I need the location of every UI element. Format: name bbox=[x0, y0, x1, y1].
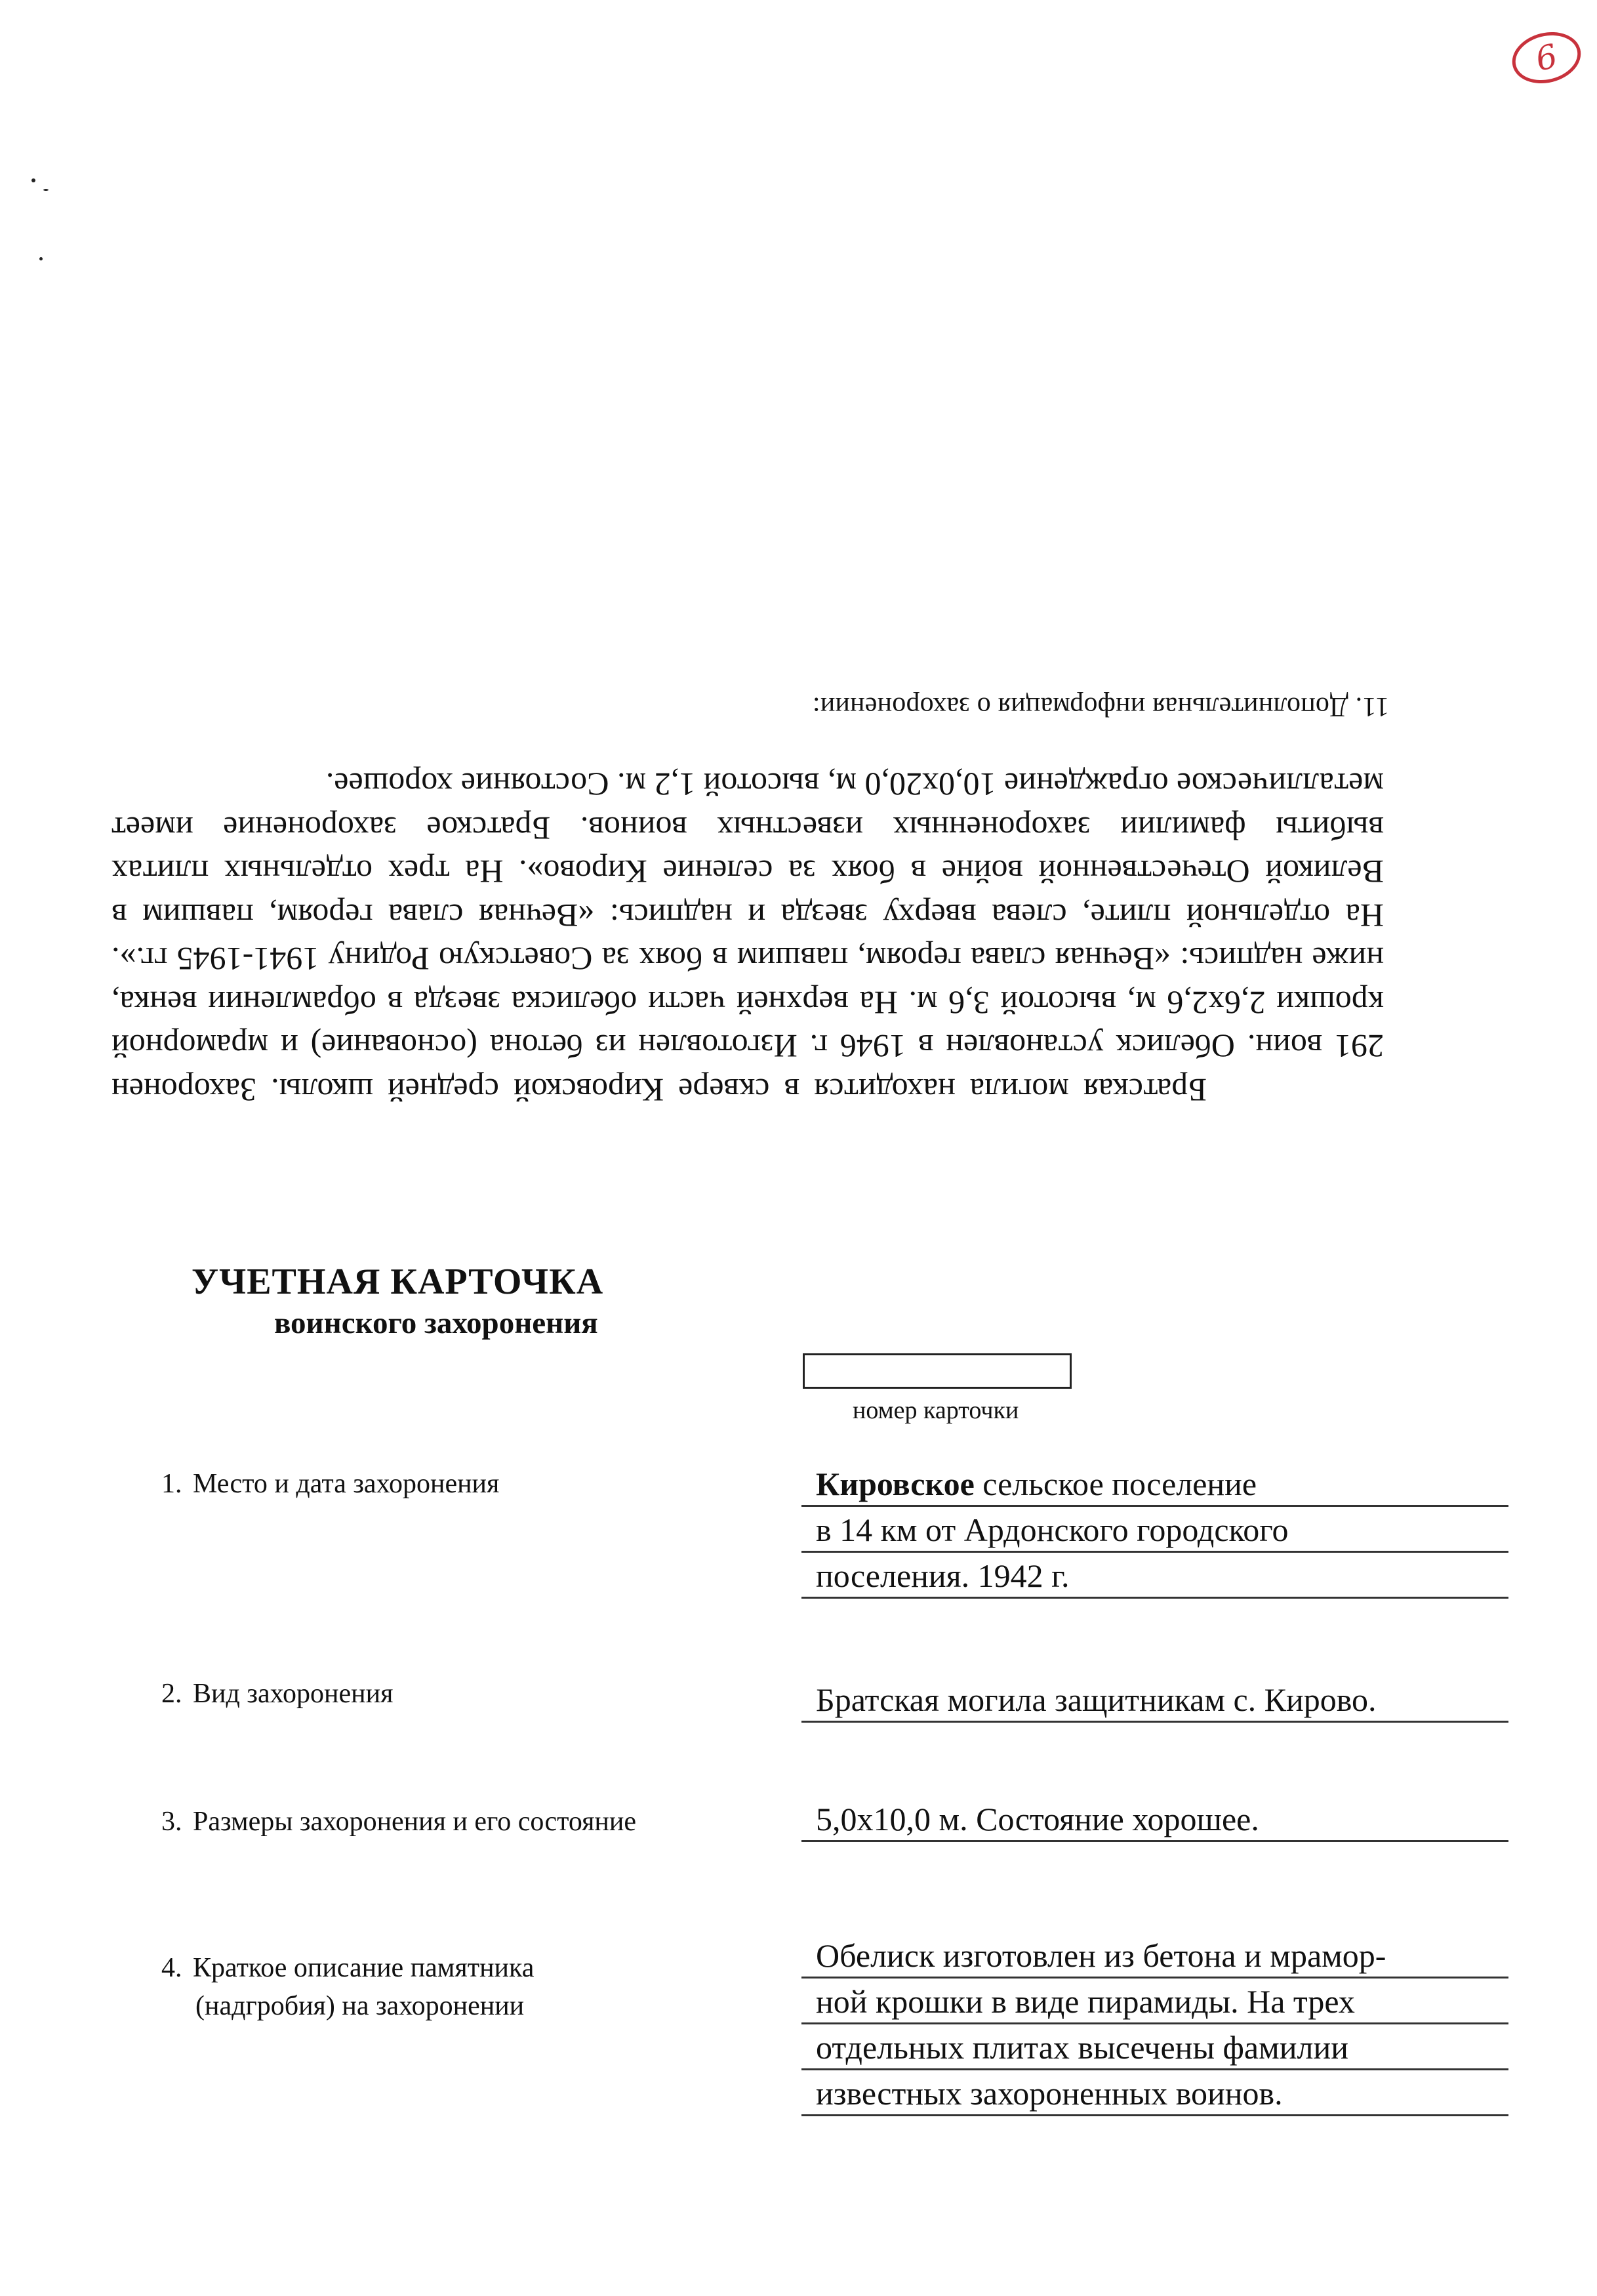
card-number-box bbox=[803, 1353, 1072, 1389]
field-label-text: (надгробия) на захоронении bbox=[195, 1991, 525, 2021]
scan-speck bbox=[43, 189, 49, 191]
field-value-line: Обелиск изготовлен из бетона и мрамор- bbox=[801, 1934, 1508, 1978]
card-number-label: номер карточки bbox=[853, 1397, 1019, 1424]
field-value-line: в 14 км от Ардонского городского bbox=[801, 1508, 1508, 1553]
field-number: 4. bbox=[161, 1953, 182, 1983]
settlement-name: Кировское bbox=[816, 1466, 975, 1502]
page-number-marker: 6 bbox=[1506, 25, 1586, 90]
field-label-monument-description bbox=[161, 1949, 534, 2025]
field-number: 1. bbox=[161, 1469, 182, 1499]
field-number: 3. bbox=[161, 1807, 182, 1837]
field-value-line bbox=[801, 1462, 1508, 1507]
field-label-burial-place-date bbox=[161, 1465, 499, 1503]
field-value-line: отдельных плитах высечены фамилии bbox=[801, 2026, 1508, 2070]
card-title: УЧЕТНАЯ КАРТОЧКА bbox=[192, 1261, 604, 1302]
field-label-text: Вид захоронения bbox=[193, 1679, 394, 1709]
field-value-text: сельское поселение bbox=[974, 1466, 1257, 1502]
field-label-text: Краткое описание памятника bbox=[193, 1953, 535, 1983]
field-value-line: 5,0х10,0 м. Состояние хорошее. bbox=[801, 1797, 1508, 1842]
field-value-line: поселения. 1942 г. bbox=[801, 1554, 1508, 1599]
additional-info-section bbox=[111, 522, 1390, 1112]
additional-info-text: Братская могила находится в сквере Кировской средней школы. Захоронен 291 воин. Обелиск установлен в 1946 г. Изготовлен из бетона (основание) и мраморной крошки 2,6х2,6 м, высотой 3,6 м. На верхней части обелиска звезда в обрамлении венка, ниже надпись: «Вечная слава героям, павшим в боях за Советскую Родину 1941-1945 гг.». На отдельной плите, слева вверху звезда и надпись: «Вечная слава героям, павшим в Великой Отечественной войне в боях за селение Кирово». На трех отдельных плитах выбиты фамилии захороненных известных воинов. Братское захоронение имеет металлическое ограждение 10,0х20,0 м, высотой 1,2 м. Состояние хорошее. bbox=[111, 766, 1384, 1109]
additional-info-heading: 11. Дополнительная информация о захоронении: bbox=[812, 691, 1389, 722]
field-label-burial-size-condition bbox=[161, 1803, 636, 1841]
field-label-text: Место и дата захоронения bbox=[193, 1469, 500, 1499]
field-value-line: ной крошки в виде пирамиды. На трех bbox=[801, 1980, 1508, 2024]
scan-speck bbox=[39, 257, 43, 260]
field-value-line: известных захороненных воинов. bbox=[801, 2072, 1508, 2116]
field-number: 2. bbox=[161, 1679, 182, 1709]
field-label-text: Размеры захоронения и его состояние bbox=[193, 1807, 636, 1837]
scan-speck bbox=[31, 178, 35, 182]
field-value-line: Братская могила защитникам с. Кирово. bbox=[801, 1678, 1508, 1723]
field-label-burial-type bbox=[161, 1675, 393, 1713]
card-subtitle: воинского захоронения bbox=[274, 1306, 598, 1340]
